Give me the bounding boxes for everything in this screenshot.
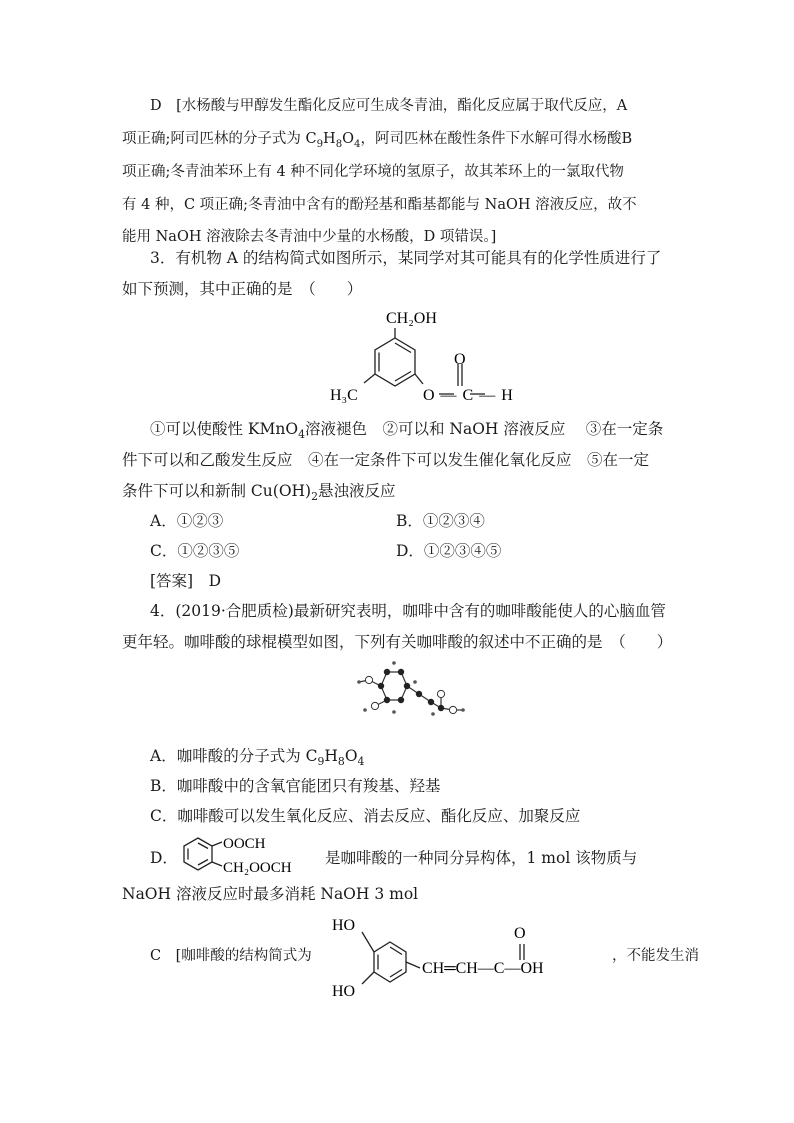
q4-explanation-prefix: C [咖啡酸的结构简式为 xyxy=(150,948,312,964)
acid-carbonyl-o-label: O xyxy=(514,925,526,942)
ho-top-label: HO xyxy=(332,917,356,934)
q4-option-c: C．咖啡酸可以发生氧化反应、消去反应、酯化反应、加聚反应 xyxy=(150,807,581,825)
q4-option-d-prefix: D． xyxy=(150,849,178,867)
q4-option-d-text: 是咖啡酸的一种同分异构体，1 mol 该物质与 xyxy=(325,849,638,867)
ch2oh-label: CH₂OH xyxy=(386,310,437,327)
explanation-line-2: 项正确;阿司匹林的分子式为 $C_9H_8O_4$，阿司匹林在酸性条件下水解可得水杨酸B xyxy=(122,131,633,150)
optd-ch2ooch-label: CH₂OOCH xyxy=(223,860,292,876)
q3-predictions-line-1: ①可以使酸性 KMnO$_4$溶液褪色 ②可以和 NaOH 溶液反应 ③在一定条 xyxy=(150,420,664,442)
explanation-line-1: D [水杨酸与甲醇发生酯化反应可生成冬青油，酯化反应属于取代反应，A xyxy=(150,98,628,114)
q4-option-b: B．咖啡酸中的含氧官能团只有羧基、羟基 xyxy=(150,777,441,795)
q3-stem-line-2: 如下预测，其中正确的是 （ ） xyxy=(122,280,363,298)
q4-option-d-line-2: NaOH 溶液反应时最多消耗 NaOH 3 mol xyxy=(122,885,419,903)
explanation-line-4: 有 4 种，C 项正确;冬青油中含有的酚羟基和酯基都能与 NaOH 溶液反应，故不 xyxy=(122,197,637,213)
q3-option-d: D．①②③④⑤ xyxy=(396,542,502,560)
q3-option-a: A．①②③ xyxy=(150,512,224,530)
q4-stem-line-1: 4．(2019·合肥质检)最新研究表明，咖啡中含有的咖啡酸能使人的心脑血管 xyxy=(150,602,666,620)
compound-a-structure xyxy=(300,300,520,415)
side-chain-label: CH═CH—C—OH xyxy=(422,960,544,977)
q3-option-c: C．①②③⑤ xyxy=(150,542,240,560)
optd-ooch-label: OOCH xyxy=(223,836,266,852)
explanation-line-5: 能用 NaOH 溶液除去冬青油中少量的水杨酸，D 项错误。] xyxy=(122,229,497,245)
q4-option-d-structure xyxy=(176,832,326,878)
q4-explanation-suffix: ，不能发生消 xyxy=(612,948,699,964)
caffeic-acid-structure xyxy=(328,912,613,1004)
h3c-label: H₃C xyxy=(330,387,358,404)
q3-answer: [答案] D xyxy=(150,572,222,590)
q3-predictions-line-3: 条件下可以和新制 $Cu(OH)_2$悬浊液反应 xyxy=(122,482,396,504)
q3-option-b: B．①②③④ xyxy=(396,512,485,530)
caffeic-acid-ball-stick-model xyxy=(345,660,475,720)
ester-label: O—C—H xyxy=(423,387,519,404)
q4-stem-line-2: 更年轻。咖啡酸的球棍模型如图，下列有关咖啡酸的叙述中不正确的是 （ ） xyxy=(122,633,673,651)
q4-option-a: A．咖啡酸的分子式为 $C_9H_8O_4$ xyxy=(150,747,365,769)
ho-bottom-label: HO xyxy=(332,983,356,1000)
carbonyl-o-label: O xyxy=(454,351,466,368)
q3-predictions-line-2: 件下可以和乙酸发生反应 ④在一定条件下可以发生催化氧化反应 ⑤在一定 xyxy=(122,451,650,469)
explanation-line-3: 项正确;冬青油苯环上有 4 种不同化学环境的氢原子，故其苯环上的一氯取代物 xyxy=(122,164,624,180)
q3-stem-line-1: 3．有机物 A 的结构简式如图所示，某同学对其可能具有的化学性质进行了 xyxy=(150,249,662,267)
